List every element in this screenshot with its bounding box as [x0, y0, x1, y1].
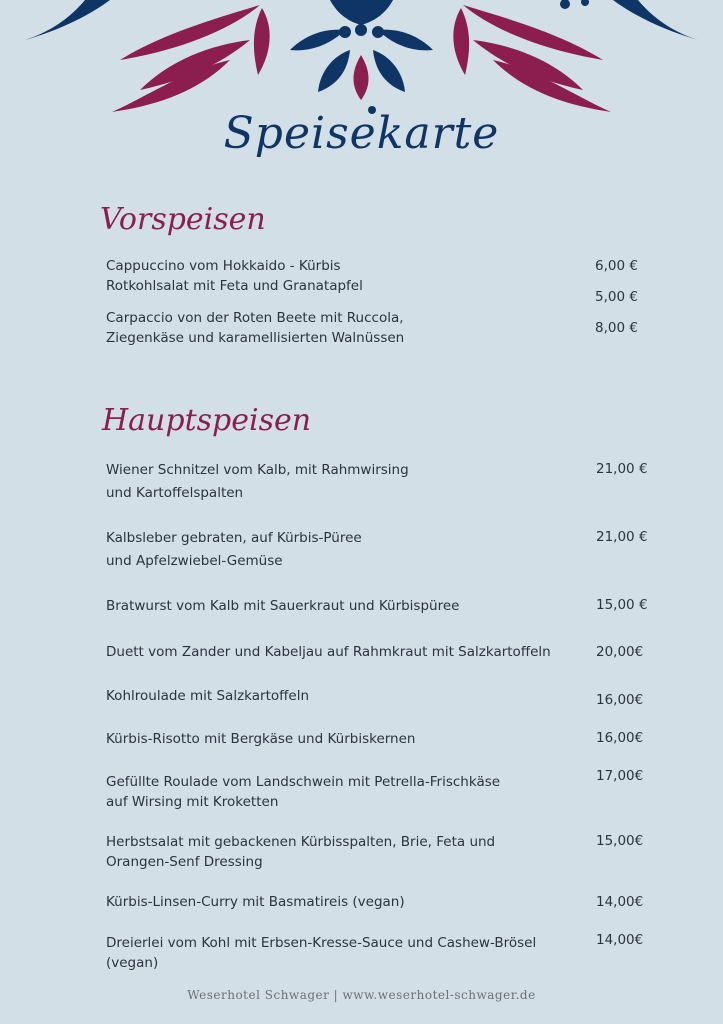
menu-item — [106, 892, 576, 912]
menu-item-price: 21,00 € — [596, 529, 648, 545]
menu-item-line: Rotkohlsalat mit Feta und Granatapfel — [106, 278, 363, 294]
folk-ornament-decoration — [0, 0, 723, 120]
menu-item-price: 8,00 € — [595, 320, 638, 336]
menu-item-line: Cappuccino vom Hokkaido - Kürbis — [106, 258, 341, 274]
menu-item-line: Kürbis-Risotto mit Bergkäse und Kürbiskernen — [106, 731, 416, 747]
menu-item-price: 16,00€ — [596, 692, 644, 708]
menu-item-line: Gefüllte Roulade vom Landschwein mit Petrella-Frischkäse — [106, 774, 501, 790]
menu-item-line: und Kartoffelspalten — [106, 485, 244, 501]
menu-item-line: Bratwurst vom Kalb mit Sauerkraut und Kürbispüree — [106, 598, 460, 614]
menu-item-line: Herbstsalat mit gebackenen Kürbisspalten, Brie, Feta und — [106, 834, 496, 850]
menu-item-price: 5,00 € — [595, 289, 638, 305]
section-heading-hauptspeisen: Hauptspeisen — [102, 403, 312, 438]
menu-item-line: Kürbis-Linsen-Curry mit Basmatireis (vegan) — [106, 894, 405, 910]
menu-item-price: 14,00€ — [596, 932, 644, 948]
footer-text: Weserhotel Schwager | www.weserhotel-schwager.de — [187, 988, 536, 1002]
menu-item — [106, 729, 576, 749]
menu-item-line: Kalbsleber gebraten, auf Kürbis-Püree — [106, 530, 362, 546]
menu-item — [106, 256, 576, 296]
menu-item — [106, 459, 576, 505]
menu-item-line: Wiener Schnitzel vom Kalb, mit Rahmwirsing — [106, 462, 409, 478]
menu-item-line: Ziegenkäse und karamellisierten Walnüssen — [106, 330, 405, 346]
menu-item-line: Carpaccio von der Roten Beete mit Ruccola, — [106, 310, 404, 326]
menu-item — [106, 308, 576, 348]
menu-item — [106, 933, 576, 973]
menu-item-price: 6,00 € — [595, 258, 638, 274]
menu-item-line: auf Wirsing mit Kroketten — [106, 794, 279, 810]
menu-item — [106, 832, 576, 872]
menu-item-price: 14,00€ — [596, 894, 644, 910]
section-heading-vorspeisen: Vorspeisen — [100, 202, 266, 237]
menu-item-price: 15,00€ — [596, 833, 644, 849]
menu-item-price: 15,00 € — [596, 597, 648, 613]
menu-item-price: 16,00€ — [596, 730, 644, 746]
menu-item-line: (vegan) — [106, 955, 159, 971]
menu-item — [106, 772, 576, 812]
menu-item — [106, 527, 576, 573]
menu-item — [106, 642, 576, 662]
menu-item-price: 17,00€ — [596, 768, 644, 784]
page-title: Speisekarte — [223, 108, 500, 159]
menu-item-line: Dreierlei vom Kohl mit Erbsen-Kresse-Sauce und Cashew-Brösel — [106, 935, 537, 951]
menu-item-line: Orangen-Senf Dressing — [106, 854, 263, 870]
menu-item-line: und Apfelzwiebel-Gemüse — [106, 553, 283, 569]
menu-item-price: 21,00 € — [596, 461, 648, 477]
menu-item-line: Duett vom Zander und Kabeljau auf Rahmkraut mit Salzkartoffeln — [106, 644, 551, 660]
menu-item — [106, 596, 576, 616]
menu-item-price: 20,00€ — [596, 644, 644, 660]
menu-item — [106, 686, 576, 706]
menu-item-line: Kohlroulade mit Salzkartoffeln — [106, 688, 310, 704]
